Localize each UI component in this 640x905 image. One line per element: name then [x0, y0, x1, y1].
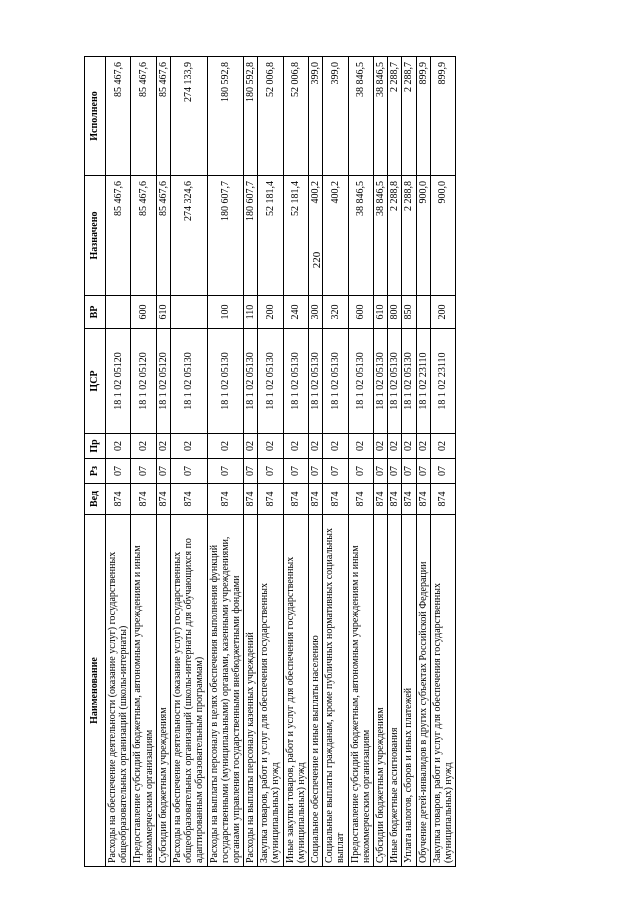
- table-row: [430, 57, 455, 867]
- row-name-cell: Расходы на выплаты персоналу в целях обеспечения выполнения функций государственными (муниципальными) органами, казенными учреждениями, органами управления государственными внебюджетными фондами: [207, 515, 244, 867]
- row-assigned-cell: 400,2: [309, 176, 323, 296]
- row-assigned-cell: 85 467,6: [106, 176, 131, 296]
- row-rz-cell: 07: [170, 459, 207, 484]
- row-pr-cell: 02: [170, 434, 207, 459]
- table-row: [106, 57, 131, 867]
- row-csr-cell: 18 1 02 05130: [207, 329, 244, 434]
- rotated-page-content: [84, 57, 553, 867]
- row-assigned-cell: 38 846,5: [348, 176, 373, 296]
- table-row: [258, 57, 283, 867]
- table-row: [131, 57, 156, 867]
- row-assigned-cell: 900,0: [416, 176, 430, 296]
- row-vr-cell: [416, 296, 430, 329]
- row-executed-cell: 52 006,8: [258, 57, 283, 176]
- row-assigned-cell: 2 288,8: [388, 176, 402, 296]
- row-vr-cell: 610: [373, 296, 387, 329]
- row-ved-cell: 874: [373, 484, 387, 515]
- row-vr-cell: 320: [323, 296, 348, 329]
- row-pr-cell: 02: [309, 434, 323, 459]
- row-executed-cell: 52 006,8: [283, 57, 308, 176]
- row-executed-cell: 85 467,6: [156, 57, 170, 176]
- row-name-cell: Уплата налогов, сборов и иных платежей: [402, 515, 416, 867]
- row-vr-cell: 110: [244, 296, 258, 329]
- row-assigned-cell: 38 846,5: [373, 176, 387, 296]
- table-row: [170, 57, 207, 867]
- row-assigned-cell: 180 607,7: [207, 176, 244, 296]
- row-assigned-cell: 85 467,6: [156, 176, 170, 296]
- row-pr-cell: 02: [131, 434, 156, 459]
- row-vr-cell: 600: [131, 296, 156, 329]
- row-rz-cell: 07: [402, 459, 416, 484]
- table-row: [156, 57, 170, 867]
- table-row: [244, 57, 258, 867]
- row-name-cell: Иные бюджетные ассигнования: [388, 515, 402, 867]
- row-rz-cell: 07: [430, 459, 455, 484]
- row-vr-cell: 100: [207, 296, 244, 329]
- row-pr-cell: 02: [323, 434, 348, 459]
- row-ved-cell: 874: [131, 484, 156, 515]
- row-ved-cell: 874: [323, 484, 348, 515]
- row-csr-cell: 18 1 02 05130: [309, 329, 323, 434]
- table-row: [323, 57, 348, 867]
- row-ved-cell: 874: [207, 484, 244, 515]
- row-vr-cell: 240: [283, 296, 308, 329]
- row-pr-cell: 02: [244, 434, 258, 459]
- row-name-cell: Расходы на обеспечение деятельности (оказание услуг) государственных общеобразовательных организаций (школы-интернаты): [106, 515, 131, 867]
- row-csr-cell: 18 1 02 05130: [388, 329, 402, 434]
- row-ved-cell: 874: [309, 484, 323, 515]
- row-name-cell: Закупка товаров, работ и услуг для обеспечения государственных (муниципальных) нужд: [430, 515, 455, 867]
- row-executed-cell: 899,9: [430, 57, 455, 176]
- row-ved-cell: 874: [388, 484, 402, 515]
- row-ved-cell: 874: [170, 484, 207, 515]
- row-ved-cell: 874: [416, 484, 430, 515]
- row-vr-cell: [106, 296, 131, 329]
- row-ved-cell: 874: [106, 484, 131, 515]
- table-header-row: [85, 57, 106, 867]
- row-rz-cell: 07: [207, 459, 244, 484]
- row-rz-cell: 07: [258, 459, 283, 484]
- row-rz-cell: 07: [348, 459, 373, 484]
- row-pr-cell: 02: [402, 434, 416, 459]
- col-header-assigned: Назначено: [85, 176, 106, 296]
- row-csr-cell: 18 1 02 05130: [258, 329, 283, 434]
- row-ved-cell: 874: [348, 484, 373, 515]
- row-csr-cell: 18 1 02 05120: [131, 329, 156, 434]
- row-executed-cell: 2 288,7: [402, 57, 416, 176]
- table-row: [388, 57, 402, 867]
- row-name-cell: Социальные выплаты гражданам, кроме публичных нормативных социальных выплат: [323, 515, 348, 867]
- page-number: 220: [311, 251, 323, 269]
- row-assigned-cell: 85 467,6: [131, 176, 156, 296]
- table-row: [348, 57, 373, 867]
- row-rz-cell: 07: [106, 459, 131, 484]
- row-csr-cell: 18 1 02 05120: [106, 329, 131, 434]
- col-header-rz: Рз: [85, 459, 106, 484]
- row-name-cell: Расходы на обеспечение деятельности (оказание услуг) государственных общеобразовательных организаций (школы-интернаты для обучающихся по адаптированным образовательным программам): [170, 515, 207, 867]
- row-executed-cell: 85 467,6: [131, 57, 156, 176]
- table-row: [309, 57, 323, 867]
- row-rz-cell: 07: [131, 459, 156, 484]
- row-ved-cell: 874: [402, 484, 416, 515]
- table-row: [402, 57, 416, 867]
- row-vr-cell: [170, 296, 207, 329]
- row-executed-cell: 899,9: [416, 57, 430, 176]
- row-ved-cell: 874: [156, 484, 170, 515]
- row-name-cell: Расходы на выплаты персоналу казенных учреждений: [244, 515, 258, 867]
- row-name-cell: Предоставление субсидий бюджетным, автономным учреждениям и иным некоммерческим организациям: [348, 515, 373, 867]
- row-assigned-cell: 52 181,4: [258, 176, 283, 296]
- row-ved-cell: 874: [258, 484, 283, 515]
- row-assigned-cell: 400,2: [323, 176, 348, 296]
- row-rz-cell: 07: [309, 459, 323, 484]
- row-pr-cell: 02: [106, 434, 131, 459]
- row-csr-cell: 18 1 02 05130: [348, 329, 373, 434]
- row-csr-cell: 18 1 02 05120: [156, 329, 170, 434]
- table-row: [373, 57, 387, 867]
- row-pr-cell: 02: [373, 434, 387, 459]
- row-vr-cell: 200: [430, 296, 455, 329]
- row-assigned-cell: 900,0: [430, 176, 455, 296]
- row-executed-cell: 399,0: [309, 57, 323, 176]
- col-header-executed: Исполнено: [85, 57, 106, 176]
- row-executed-cell: 85 467,6: [106, 57, 131, 176]
- row-ved-cell: 874: [283, 484, 308, 515]
- row-vr-cell: 300: [309, 296, 323, 329]
- budget-table: [84, 56, 456, 867]
- row-csr-cell: 18 1 02 05130: [244, 329, 258, 434]
- row-vr-cell: 200: [258, 296, 283, 329]
- row-pr-cell: 02: [430, 434, 455, 459]
- row-vr-cell: 600: [348, 296, 373, 329]
- row-executed-cell: 274 133,9: [170, 57, 207, 176]
- row-pr-cell: 02: [258, 434, 283, 459]
- row-vr-cell: 850: [402, 296, 416, 329]
- row-pr-cell: 02: [388, 434, 402, 459]
- row-assigned-cell: 274 324,6: [170, 176, 207, 296]
- row-name-cell: Закупка товаров, работ и услуг для обеспечения государственных (муниципальных) нужд: [258, 515, 283, 867]
- row-name-cell: Иные закупки товаров, работ и услуг для обеспечения государственных (муниципальных) нужд: [283, 515, 308, 867]
- row-assigned-cell: 52 181,4: [283, 176, 308, 296]
- row-csr-cell: 18 1 02 05130: [283, 329, 308, 434]
- row-name-cell: Субсидии бюджетным учреждениям: [156, 515, 170, 867]
- table-body: [106, 57, 456, 867]
- col-header-csr: ЦСР: [85, 329, 106, 434]
- row-name-cell: Обучение детей-инвалидов в других субъектах Российской Федерации: [416, 515, 430, 867]
- row-name-cell: Предоставление субсидий бюджетным, автономным учреждениям и иным некоммерческим организациям: [131, 515, 156, 867]
- col-header-ved: Вед: [85, 484, 106, 515]
- row-ved-cell: 874: [430, 484, 455, 515]
- row-rz-cell: 07: [244, 459, 258, 484]
- col-header-vr: ВР: [85, 296, 106, 329]
- row-csr-cell: 18 1 02 05130: [402, 329, 416, 434]
- row-assigned-cell: 2 288,8: [402, 176, 416, 296]
- table-row: [207, 57, 244, 867]
- table-row: [416, 57, 430, 867]
- row-csr-cell: 18 1 02 05130: [170, 329, 207, 434]
- row-pr-cell: 02: [156, 434, 170, 459]
- col-header-pr: Пр: [85, 434, 106, 459]
- row-executed-cell: 2 288,7: [388, 57, 402, 176]
- row-name-cell: Субсидии бюджетным учреждениям: [373, 515, 387, 867]
- row-executed-cell: 180 592,8: [207, 57, 244, 176]
- row-executed-cell: 180 592,8: [244, 57, 258, 176]
- row-vr-cell: 800: [388, 296, 402, 329]
- row-csr-cell: 18 1 02 23110: [416, 329, 430, 434]
- row-executed-cell: 38 846,5: [373, 57, 387, 176]
- row-name-cell: Социальное обеспечение и иные выплаты населению: [309, 515, 323, 867]
- row-rz-cell: 07: [388, 459, 402, 484]
- row-rz-cell: 07: [416, 459, 430, 484]
- row-rz-cell: 07: [373, 459, 387, 484]
- row-csr-cell: 18 1 02 05130: [373, 329, 387, 434]
- row-pr-cell: 02: [348, 434, 373, 459]
- row-rz-cell: 07: [156, 459, 170, 484]
- row-csr-cell: 18 1 02 23110: [430, 329, 455, 434]
- row-ved-cell: 874: [244, 484, 258, 515]
- row-rz-cell: 07: [283, 459, 308, 484]
- row-assigned-cell: 180 607,7: [244, 176, 258, 296]
- row-rz-cell: 07: [323, 459, 348, 484]
- table-row: [283, 57, 308, 867]
- row-pr-cell: 02: [207, 434, 244, 459]
- col-header-name: Наименование: [85, 515, 106, 867]
- row-executed-cell: 399,0: [323, 57, 348, 176]
- row-executed-cell: 38 846,5: [348, 57, 373, 176]
- row-pr-cell: 02: [416, 434, 430, 459]
- row-vr-cell: 610: [156, 296, 170, 329]
- row-csr-cell: 18 1 02 05130: [323, 329, 348, 434]
- row-pr-cell: 02: [283, 434, 308, 459]
